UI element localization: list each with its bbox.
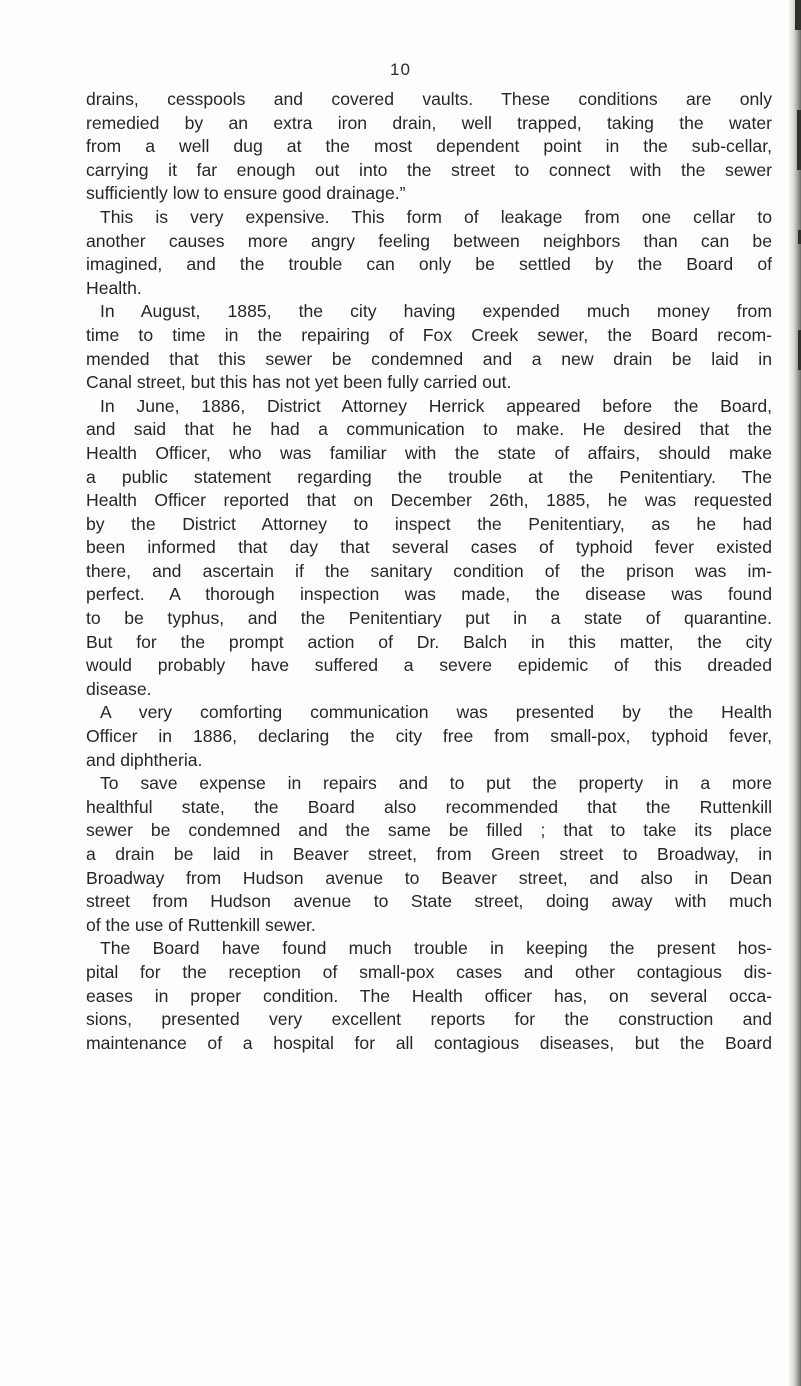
text-line: Health. [86,277,142,298]
text-line: Canal street, but this has not yet been fully carried out. [86,372,512,393]
text-line: would probably have suffered a severe epidemic of this dreaded [86,655,772,676]
text-line: been informed that day that several cases of typhoid fever existed [86,537,772,558]
body-text [86,88,772,1055]
text-line: of the use of Ruttenkill sewer. [86,914,316,935]
text-line: remedied by an extra iron drain, well trapped, taking the water [86,112,772,133]
text-line: a drain be laid in Beaver street, from Green street to Broadway, in [86,844,772,864]
text-line: A very comforting communication was presented by the Health [100,702,772,723]
text-line: Officer in 1886, declaring the city free from small-pox, typhoid fever, [86,726,772,747]
text-line: eases in proper condition. The Health officer has, on several occa- [86,985,772,1006]
text-line: there, and ascertain if the sanitary condition of the prison was im- [86,560,772,581]
text-line: pital for the reception of small-pox cases and other contagious dis- [86,961,772,982]
text-line: sewer be condemned and the same be filled ; that to take its place [86,820,772,841]
text-line: disease. [86,678,152,699]
text-line: Broadway from Hudson avenue to Beaver street, and also in Dean [86,867,772,888]
text-line: drains, cesspools and covered vaults. These conditions are only [86,89,772,109]
text-line: mended that this sewer be condemned and a new drain be laid in [86,348,772,369]
text-line: street from Hudson avenue to State street, doing away with much [86,891,772,912]
text-line: and said that he had a communication to make. He desired that the [86,419,772,440]
text-line: The Board have found much trouble in keeping the present hos- [100,938,772,959]
text-line: healthful state, the Board also recommended that the Ruttenkill [86,796,772,817]
text-line: But for the prompt action of Dr. Balch in this matter, the city [86,631,772,652]
text-line: from a well dug at the most dependent point in the sub-cellar, [86,136,772,157]
text-line: by the District Attorney to inspect the Penitentiary, as he had [86,513,772,534]
text-line: a public statement regarding the trouble at the Penitentiary. The [86,466,772,487]
text-line: sufficiently low to ensure good drainage.” [86,183,406,204]
text-line: To save expense in repairs and to put the property in a more [100,773,772,794]
text-line: In August, 1885, the city having expended much money from [100,301,772,322]
text-line: to be typhus, and the Penitentiary put in a state of quarantine. [86,608,772,629]
text-line: Health Officer, who was familiar with the state of affairs, should make [86,442,772,463]
text-line: perfect. A thorough inspection was made, the disease was found [86,584,772,605]
text-line: maintenance of a hospital for all contagious diseases, but the Board [86,1032,772,1053]
binding-shadow-mark [797,110,801,170]
text-line: sions, presented very excellent reports for the construction and [86,1009,772,1030]
page-number: 10 [390,60,411,79]
text-line: carrying it far enough out into the street to connect with the sewer [86,159,772,180]
text-line: another causes more angry feeling between neighbors than can be [86,230,772,251]
text-line: and diphtheria. [86,749,203,770]
text-line: Health Officer reported that on December 26th, 1885, he was requested [86,490,772,511]
text-line: imagined, and the trouble can only be settled by the Board of [86,254,772,275]
binding-shadow-mark [795,0,801,30]
text-line: time to time in the repairing of Fox Creek sewer, the Board recom- [86,324,772,345]
text-line: In June, 1886, District Attorney Herrick appeared before the Board, [100,395,772,416]
binding-edge [789,0,801,1386]
text-line: This is very expensive. This form of leakage from one cellar to [100,206,772,227]
